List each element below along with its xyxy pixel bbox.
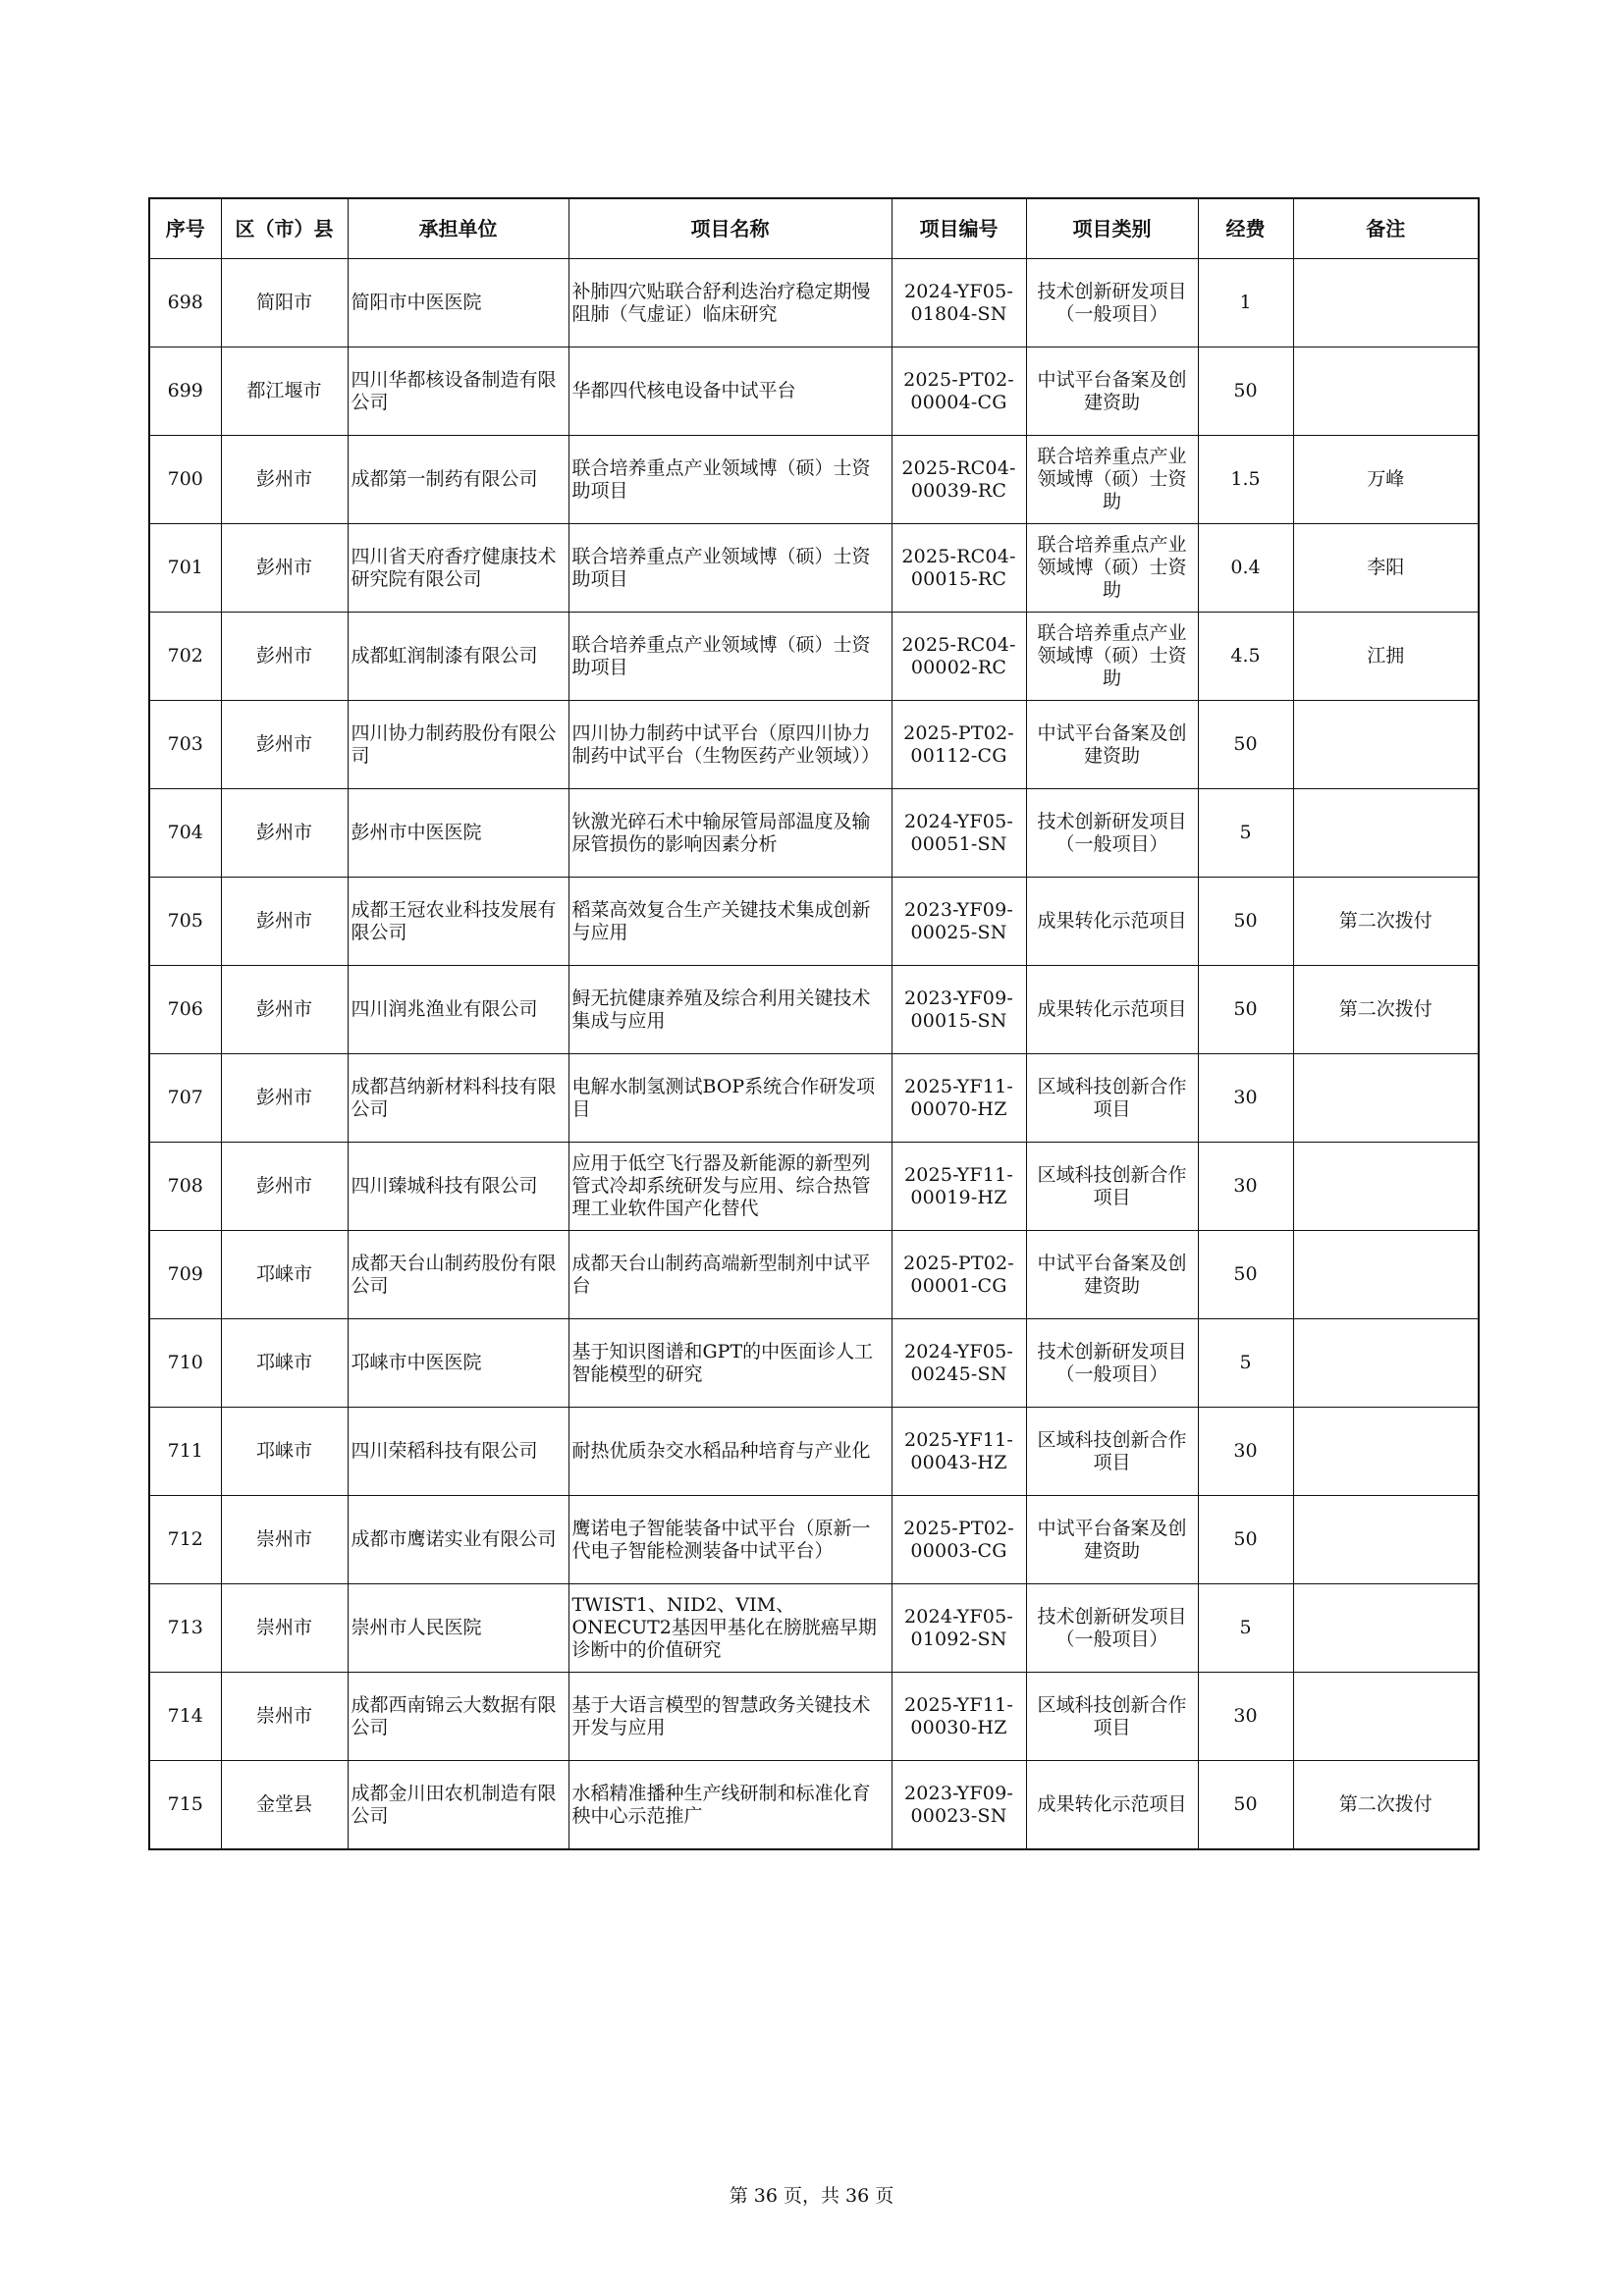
cell-category: 成果转化示范项目 [1026, 1761, 1198, 1850]
cell-project: 四川协力制药中试平台（原四川协力制药中试平台（生物医药产业领域）） [568, 701, 892, 789]
cell-unit: 成都天台山制药股份有限公司 [348, 1231, 568, 1319]
cell-code: 2025-YF11-00043-HZ [892, 1408, 1026, 1496]
cell-unit: 成都市鹰诺实业有限公司 [348, 1496, 568, 1584]
cell-no: 705 [149, 878, 221, 966]
table-row [149, 1319, 1479, 1408]
cell-category: 中试平台备案及创建资助 [1026, 1231, 1198, 1319]
cell-project: 钬激光碎石术中输尿管局部温度及输尿管损伤的影响因素分析 [568, 789, 892, 878]
cell-project: 耐热优质杂交水稻品种培育与产业化 [568, 1408, 892, 1496]
cell-project: 成都天台山制药高端新型制剂中试平台 [568, 1231, 892, 1319]
cell-category: 技术创新研发项目（一般项目） [1026, 259, 1198, 347]
table-row [149, 789, 1479, 878]
cell-fund: 30 [1198, 1143, 1293, 1231]
cell-district: 彭州市 [221, 966, 348, 1054]
cell-code: 2025-RC04-00015-RC [892, 524, 1026, 613]
cell-note [1293, 1584, 1479, 1673]
cell-note [1293, 789, 1479, 878]
cell-code: 2024-YF05-00245-SN [892, 1319, 1026, 1408]
header-code: 项目编号 [892, 198, 1026, 259]
table-row [149, 347, 1479, 436]
cell-note: 第二次拨付 [1293, 1761, 1479, 1850]
cell-fund: 5 [1198, 1319, 1293, 1408]
cell-code: 2025-YF11-00070-HZ [892, 1054, 1026, 1143]
cell-district: 彭州市 [221, 701, 348, 789]
cell-unit: 四川臻城科技有限公司 [348, 1143, 568, 1231]
cell-no: 704 [149, 789, 221, 878]
cell-fund: 50 [1198, 347, 1293, 436]
cell-no: 713 [149, 1584, 221, 1673]
cell-district: 彭州市 [221, 878, 348, 966]
cell-unit: 成都王冠农业科技发展有限公司 [348, 878, 568, 966]
cell-category: 区域科技创新合作项目 [1026, 1054, 1198, 1143]
cell-project: 联合培养重点产业领域博（硕）士资助项目 [568, 436, 892, 524]
cell-code: 2023-YF09-00025-SN [892, 878, 1026, 966]
header-unit: 承担单位 [348, 198, 568, 259]
cell-code: 2023-YF09-00023-SN [892, 1761, 1026, 1850]
cell-code: 2025-RC04-00039-RC [892, 436, 1026, 524]
header-project: 项目名称 [568, 198, 892, 259]
cell-code: 2025-RC04-00002-RC [892, 613, 1026, 701]
cell-code: 2025-PT02-00112-CG [892, 701, 1026, 789]
cell-district: 都江堰市 [221, 347, 348, 436]
cell-project: 鲟无抗健康养殖及综合利用关键技术集成与应用 [568, 966, 892, 1054]
cell-category: 技术创新研发项目（一般项目） [1026, 1584, 1198, 1673]
cell-project: 电解水制氢测试BOP系统合作研发项目 [568, 1054, 892, 1143]
cell-note [1293, 1673, 1479, 1761]
cell-fund: 1 [1198, 259, 1293, 347]
cell-no: 710 [149, 1319, 221, 1408]
cell-note: 李阳 [1293, 524, 1479, 613]
cell-fund: 50 [1198, 701, 1293, 789]
cell-district: 邛崃市 [221, 1408, 348, 1496]
cell-no: 715 [149, 1761, 221, 1850]
cell-fund: 30 [1198, 1408, 1293, 1496]
cell-project: 稻菜高效复合生产关键技术集成创新与应用 [568, 878, 892, 966]
cell-district: 彭州市 [221, 789, 348, 878]
cell-district: 崇州市 [221, 1496, 348, 1584]
cell-unit: 简阳市中医医院 [348, 259, 568, 347]
cell-unit: 成都西南锦云大数据有限公司 [348, 1673, 568, 1761]
cell-no: 706 [149, 966, 221, 1054]
table-row [149, 966, 1479, 1054]
cell-unit: 四川省天府香疗健康技术研究院有限公司 [348, 524, 568, 613]
table-row [149, 1673, 1479, 1761]
cell-fund: 1.5 [1198, 436, 1293, 524]
cell-category: 成果转化示范项目 [1026, 878, 1198, 966]
cell-project: 联合培养重点产业领域博（硕）士资助项目 [568, 524, 892, 613]
cell-note [1293, 701, 1479, 789]
table-row [149, 1143, 1479, 1231]
cell-no: 702 [149, 613, 221, 701]
table-row [149, 1761, 1479, 1850]
cell-district: 彭州市 [221, 524, 348, 613]
cell-district: 彭州市 [221, 1143, 348, 1231]
table-row [149, 259, 1479, 347]
cell-project: 基于知识图谱和GPT的中医面诊人工智能模型的研究 [568, 1319, 892, 1408]
cell-note: 江拥 [1293, 613, 1479, 701]
cell-fund: 50 [1198, 1761, 1293, 1850]
cell-category: 中试平台备案及创建资助 [1026, 701, 1198, 789]
cell-no: 708 [149, 1143, 221, 1231]
cell-note [1293, 1231, 1479, 1319]
cell-unit: 崇州市人民医院 [348, 1584, 568, 1673]
cell-note [1293, 259, 1479, 347]
table-row [149, 1584, 1479, 1673]
header-note: 备注 [1293, 198, 1479, 259]
cell-project: 补肺四穴贴联合舒利迭治疗稳定期慢阻肺（气虚证）临床研究 [568, 259, 892, 347]
cell-note [1293, 1054, 1479, 1143]
cell-unit: 四川协力制药股份有限公司 [348, 701, 568, 789]
cell-no: 712 [149, 1496, 221, 1584]
cell-district: 邛崃市 [221, 1231, 348, 1319]
cell-note: 第二次拨付 [1293, 878, 1479, 966]
cell-district: 彭州市 [221, 1054, 348, 1143]
cell-category: 区域科技创新合作项目 [1026, 1673, 1198, 1761]
cell-code: 2025-PT02-00004-CG [892, 347, 1026, 436]
cell-fund: 0.4 [1198, 524, 1293, 613]
funding-table [148, 197, 1480, 1850]
cell-no: 709 [149, 1231, 221, 1319]
cell-fund: 30 [1198, 1673, 1293, 1761]
cell-district: 彭州市 [221, 436, 348, 524]
table-body [149, 259, 1479, 1850]
cell-code: 2025-PT02-00001-CG [892, 1231, 1026, 1319]
cell-no: 698 [149, 259, 221, 347]
cell-unit: 成都虹润制漆有限公司 [348, 613, 568, 701]
cell-district: 简阳市 [221, 259, 348, 347]
cell-code: 2023-YF09-00015-SN [892, 966, 1026, 1054]
cell-unit: 成都第一制药有限公司 [348, 436, 568, 524]
cell-project: 基于大语言模型的智慧政务关键技术开发与应用 [568, 1673, 892, 1761]
cell-fund: 50 [1198, 966, 1293, 1054]
table-row [149, 613, 1479, 701]
table-header-row [149, 198, 1479, 259]
cell-project: 应用于低空飞行器及新能源的新型列管式冷却系统研发与应用、综合热管理工业软件国产化替代 [568, 1143, 892, 1231]
cell-note [1293, 1143, 1479, 1231]
cell-no: 703 [149, 701, 221, 789]
cell-no: 700 [149, 436, 221, 524]
cell-fund: 5 [1198, 1584, 1293, 1673]
cell-no: 699 [149, 347, 221, 436]
cell-district: 金堂县 [221, 1761, 348, 1850]
cell-no: 707 [149, 1054, 221, 1143]
cell-code: 2025-YF11-00019-HZ [892, 1143, 1026, 1231]
cell-unit: 彭州市中医医院 [348, 789, 568, 878]
cell-unit: 成都莒纳新材料科技有限公司 [348, 1054, 568, 1143]
cell-category: 联合培养重点产业领域博（硕）士资助 [1026, 613, 1198, 701]
cell-note [1293, 1496, 1479, 1584]
cell-note [1293, 1408, 1479, 1496]
cell-note [1293, 1319, 1479, 1408]
cell-note [1293, 347, 1479, 436]
cell-fund: 50 [1198, 1231, 1293, 1319]
cell-category: 联合培养重点产业领域博（硕）士资助 [1026, 524, 1198, 613]
header-category: 项目类别 [1026, 198, 1198, 259]
cell-unit: 四川润兆渔业有限公司 [348, 966, 568, 1054]
table-row [149, 1496, 1479, 1584]
cell-district: 邛崃市 [221, 1319, 348, 1408]
cell-unit: 邛崃市中医医院 [348, 1319, 568, 1408]
cell-note: 第二次拨付 [1293, 966, 1479, 1054]
page-footer: 第 36 页，共 36 页 [729, 2185, 894, 2207]
cell-unit: 四川荣稻科技有限公司 [348, 1408, 568, 1496]
table-row [149, 1231, 1479, 1319]
cell-district: 彭州市 [221, 613, 348, 701]
cell-category: 技术创新研发项目（一般项目） [1026, 789, 1198, 878]
cell-district: 崇州市 [221, 1584, 348, 1673]
cell-fund: 50 [1198, 1496, 1293, 1584]
header-district: 区（市）县 [221, 198, 348, 259]
table-row [149, 436, 1479, 524]
cell-category: 联合培养重点产业领域博（硕）士资助 [1026, 436, 1198, 524]
cell-fund: 5 [1198, 789, 1293, 878]
cell-fund: 50 [1198, 878, 1293, 966]
cell-category: 成果转化示范项目 [1026, 966, 1198, 1054]
cell-note: 万峰 [1293, 436, 1479, 524]
cell-fund: 30 [1198, 1054, 1293, 1143]
table-row [149, 1408, 1479, 1496]
cell-code: 2025-YF11-00030-HZ [892, 1673, 1026, 1761]
cell-code: 2024-YF05-01804-SN [892, 259, 1026, 347]
cell-project: 华都四代核电设备中试平台 [568, 347, 892, 436]
table-row [149, 1054, 1479, 1143]
funding-table-container [148, 197, 1478, 1850]
header-fund: 经费 [1198, 198, 1293, 259]
cell-category: 技术创新研发项目（一般项目） [1026, 1319, 1198, 1408]
cell-project: 鹰诺电子智能装备中试平台（原新一代电子智能检测装备中试平台） [568, 1496, 892, 1584]
cell-no: 714 [149, 1673, 221, 1761]
cell-fund: 4.5 [1198, 613, 1293, 701]
cell-category: 区域科技创新合作项目 [1026, 1408, 1198, 1496]
cell-no: 701 [149, 524, 221, 613]
table-row [149, 701, 1479, 789]
table-row [149, 524, 1479, 613]
cell-district: 崇州市 [221, 1673, 348, 1761]
header-no: 序号 [149, 198, 221, 259]
cell-code: 2025-PT02-00003-CG [892, 1496, 1026, 1584]
cell-unit: 四川华都核设备制造有限公司 [348, 347, 568, 436]
cell-category: 中试平台备案及创建资助 [1026, 1496, 1198, 1584]
cell-unit: 成都金川田农机制造有限公司 [348, 1761, 568, 1850]
cell-no: 711 [149, 1408, 221, 1496]
cell-category: 区域科技创新合作项目 [1026, 1143, 1198, 1231]
cell-project: TWIST1、NID2、VIM、ONECUT2基因甲基化在膀胱癌早期诊断中的价值研究 [568, 1584, 892, 1673]
cell-project: 水稻精准播种生产线研制和标准化育秧中心示范推广 [568, 1761, 892, 1850]
cell-category: 中试平台备案及创建资助 [1026, 347, 1198, 436]
cell-code: 2024-YF05-01092-SN [892, 1584, 1026, 1673]
cell-project: 联合培养重点产业领域博（硕）士资助项目 [568, 613, 892, 701]
cell-code: 2024-YF05-00051-SN [892, 789, 1026, 878]
table-row [149, 878, 1479, 966]
